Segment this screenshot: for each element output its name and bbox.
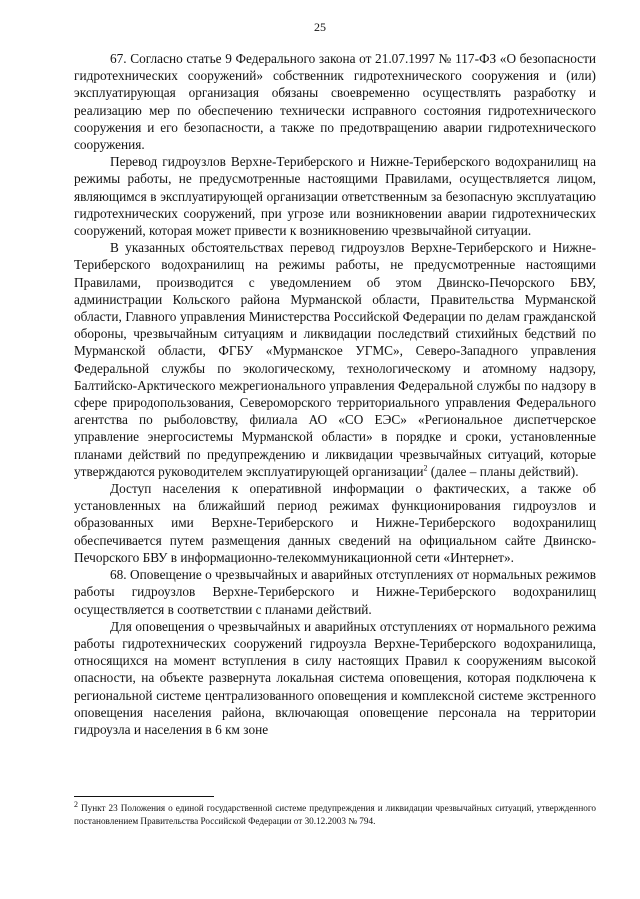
footnote-marker: 2 bbox=[74, 799, 78, 809]
paragraph-transfer: Перевод гидроузлов Верхне-Териберского и Нижне-Териберского водохранилищ на режимы работы, не предусмотренные настоящими Правилами, осуществляется лицом, являющимся в эксплуатирующей организации ответственным за безопасную эксплуатацию гидротехнических сооружений, при угрозе или возникновении аварии гидротехнических сооружений, которая может привести к возникновению чрезвычайной ситуации. bbox=[74, 154, 596, 239]
paragraph-public-access: Доступ населения к оперативной информации о фактических, а также об установленных на ближайший период режимах функционирования гидроузлов и образованных ими Верхне-Териберского и Нижне-Териберского водохранилищ обеспечивается путем размещения данных сведений на официальном сайте Двинско-Печорского БВУ в информационно-телекоммуникационной сети «Интернет». bbox=[74, 481, 596, 565]
paragraph-67: 67. Согласно статье 9 Федерального закона от 21.07.1997 № 117-ФЗ «О безопасности гидротехнических сооружений» собственник гидротехнического сооружения и (или) эксплуатирующая организация обязаны своевременно осуществлять разработку и реализацию мер по обеспечению технически исправного состояния гидротехнического сооружения и его безопасности, а также по предотвращению аварии гидротехнического сооружения. bbox=[74, 51, 596, 153]
footnote-reference: 2 bbox=[423, 463, 428, 473]
footnote-divider bbox=[74, 796, 214, 797]
paragraph-notification-tail: (далее – планы действий). bbox=[427, 463, 579, 479]
page-number: 25 bbox=[314, 20, 326, 34]
paragraph-notification-text: В указанных обстоятельствах перевод гидроузлов Верхне-Териберского и Нижне-Териберского водохранилищ на режимы работы, не предусмотренные настоящими Правилами, производится с уведомлением об этом Двинско-Печорского БВУ, администрации Кольского района Мурманской области, Правительства Мурманской области, Главного управления Министерства Российской Федерации по делам гражданской обороны, чрезвычайным ситуациям и ликвидации последствий стихийных бедствий по Мурманской области, ФГБУ «Мурманское УГМС», Северо-Западного управления Федеральной службы по экологическому, технологическому и атомному надзору, Балтийско-Арктического межрегионального управления Федеральной службы по надзору в сфере природопользования, Североморского территориального управления Федерального агентства по рыболовству, филиала АО «СО ЕЭС» «Региональное диспетчерское управление энергосистемы Мурманской области» в порядке и сроки, установленные планами действий по предупреждению и ликвидации чрезвычайных ситуаций, которые утверждаются руководителем эксплуатирующей организации bbox=[74, 240, 596, 479]
paragraph-68: 68. Оповещение о чрезвычайных и аварийных отступлениях от нормальных режимов работы гидроузлов Верхне-Териберского и Нижне-Териберского водохранилищ осуществляется в соответствии с планами действий. bbox=[74, 567, 596, 617]
footnote-text: Пункт 23 Положения о единой государственной системе предупреждения и ликвидации чрезвычайных ситуаций, утвержденного постановлением Правительства Российской Федерации от 30.12.2003 № 794. bbox=[74, 803, 596, 826]
footnote bbox=[74, 799, 596, 827]
body-text bbox=[74, 50, 596, 738]
paragraph-warning-system: Для оповещения о чрезвычайных и аварийных отступлениях от нормального режима работы гидротехнических сооружений гидроузла Верхне-Териберского водохранилища, относящихся на момент вступления в силу настоящих Правил к сооружениям высокой опасности, на объекте развернута локальная система оповещения, которая подключена к региональной системе централизованного оповещения и комплексной системе экстренного оповещения населения района, включающая оповещение персонала на территории гидроузла и населения в 6 км зоне bbox=[74, 618, 596, 737]
paragraph-notification bbox=[74, 239, 596, 480]
